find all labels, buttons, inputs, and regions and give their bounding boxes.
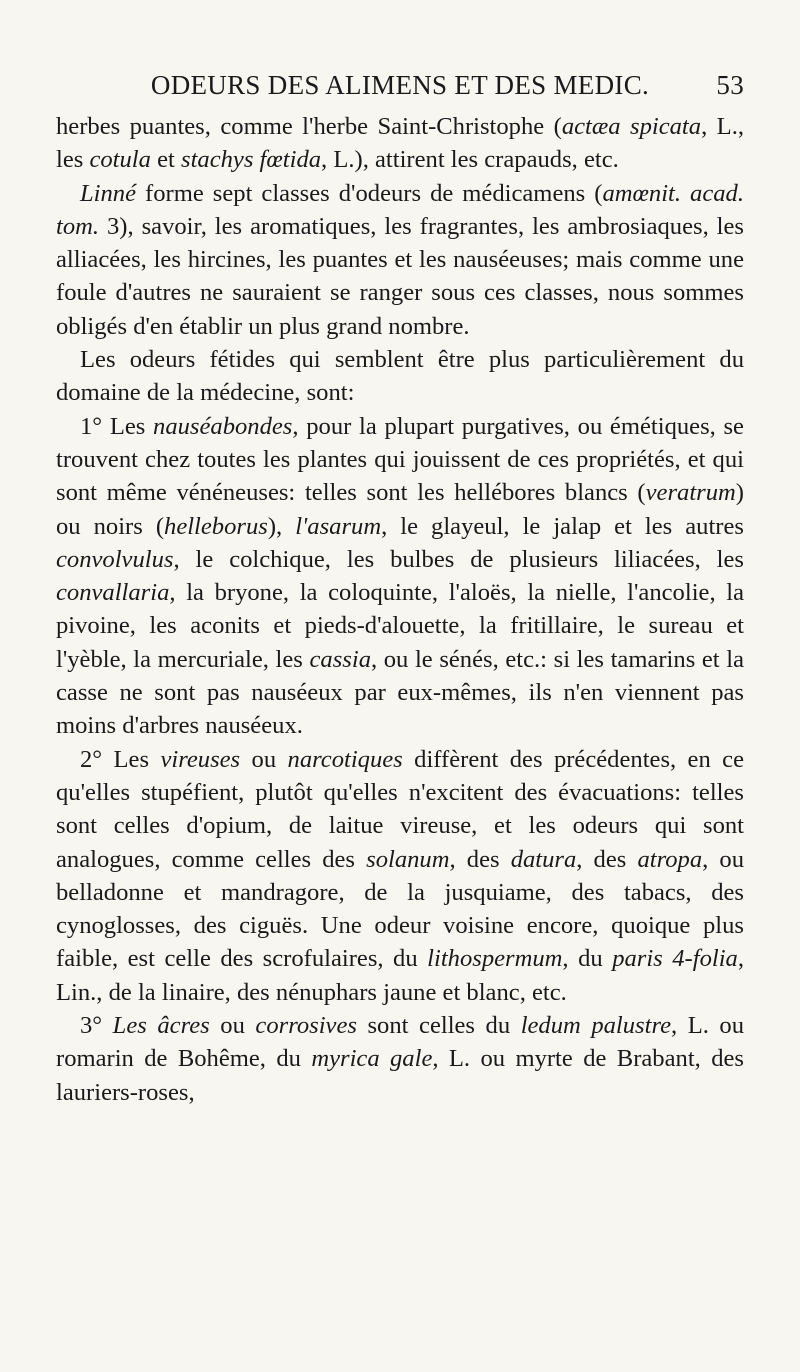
italic-text: stachys fœtida — [181, 146, 322, 174]
italic-text: cotula — [89, 146, 151, 174]
text-run: , le glayeul, le jalap et les autres — [381, 512, 744, 540]
italic-text: corrosives — [255, 1012, 357, 1040]
paragraph — [56, 177, 744, 343]
italic-text: myrica gale — [311, 1045, 433, 1073]
text-run: , ou belladonne et mandragore, de la jusquiame, des tabacs, des cynoglosses, des ciguës. Une odeur voisine encore, quoique plus faible, est celle des scrofulaires, du — [56, 845, 745, 973]
italic-text: convallaria — [56, 579, 170, 607]
paragraph — [56, 1009, 744, 1109]
text-run: , Lin., de la linaire, des nénuphars jaune et blanc, etc. — [56, 945, 744, 1006]
paragraph — [56, 110, 744, 177]
text-run: ) ou noirs ( — [56, 479, 744, 540]
page-number: 53 — [716, 70, 744, 100]
text-run: , du — [562, 945, 613, 973]
text-run: 3° — [80, 1012, 113, 1040]
running-head — [56, 70, 744, 110]
body-text — [56, 110, 744, 1109]
italic-text: ledum palustre — [520, 1012, 672, 1040]
text-run: , L. ou myrte de Brabant, des lauriers-roses, — [56, 1045, 744, 1106]
text-run: , ou le sénés, etc.: si les tamarins et la casse ne sont pas nauséeux par eux-mêmes, ils n'en viennent pas moins d'arbres nauséeux. — [56, 645, 744, 740]
italic-text: l'asarum — [295, 512, 382, 540]
italic-text: atropa — [637, 845, 703, 873]
text-run: 1° Les — [80, 412, 154, 440]
text-run: sont celles du — [356, 1012, 521, 1040]
italic-text: convolvulus — [56, 545, 174, 573]
paragraph — [56, 410, 744, 743]
italic-text: helleborus — [164, 512, 268, 540]
text-run: , L.), attirent les crapauds, etc. — [321, 146, 619, 174]
text-run: , L. ou romarin de Bohême, du — [56, 1012, 745, 1073]
text-run: 3), savoir, les aromatiques, les fragrantes, les ambrosiaques, les alliacées, les hircines, les puantes et les nauséeuses; mais comme une foule d'autres ne sauraient se ranger sous ces classes, nous sommes obligés d'en établir un plus grand nombre. — [56, 212, 744, 340]
text-run: Les odeurs fétides qui semblent être plus particulièrement du domaine de la médecine, sont: — [56, 346, 744, 407]
text-run: diffèrent des précédentes, en ce qu'elles stupéfient, plutôt qu'elles n'excitent des évacuations: telles sont celles d'opium, de laitue vireuse, et les odeurs qui sont analogues, comme celles des — [56, 745, 744, 873]
italic-text: actæa spicata — [561, 113, 702, 140]
text-run: ou — [209, 1012, 256, 1040]
italic-text: narcotiques — [287, 745, 403, 773]
italic-text: amœnit. acad. tom. — [56, 179, 744, 240]
text-run: , L., les — [56, 113, 744, 174]
text-run: 2° Les — [80, 745, 161, 773]
text-run: , le colchique, les bulbes de plusieurs liliacées, les — [173, 545, 744, 573]
italic-text: veratrum — [645, 479, 736, 507]
text-run: ), — [267, 512, 296, 540]
italic-text: paris 4-folia — [612, 945, 738, 973]
text-run: et — [150, 146, 181, 174]
book-page — [56, 70, 744, 1109]
text-run: ou — [240, 745, 288, 773]
italic-text: vireuses — [160, 745, 241, 773]
paragraph — [56, 743, 744, 1009]
text-run: , des — [576, 845, 638, 873]
text-run: , la bryone, la coloquinte, l'aloës, la nielle, l'ancolie, la pivoine, les aconits et pieds-d'alouette, la fritillaire, le sureau et l'yèble, la mercuriale, les — [56, 579, 744, 673]
text-run: forme sept classes d'odeurs de médicamens ( — [136, 179, 603, 207]
paragraph — [56, 343, 744, 410]
text-run: , des — [449, 845, 511, 873]
italic-text: nauséabondes — [153, 412, 293, 440]
italic-text: cassia — [309, 645, 371, 673]
text-run: , pour la plupart purgatives, ou émétiques, se trouvent chez toutes les plantes qui jouissent de ces propriétés, et qui sont même vénéneuses: telles sont les hellébores blancs ( — [56, 412, 744, 507]
italic-text: Les âcres — [112, 1012, 210, 1040]
page-title: ODEURS DES ALIMENS ET DES MEDIC. — [150, 70, 650, 100]
italic-text: lithospermum — [427, 945, 563, 973]
italic-text: solanum — [366, 845, 450, 873]
text-run: herbes puantes, comme l'herbe Saint-Christophe ( — [56, 113, 562, 140]
italic-text: Linné — [80, 179, 137, 207]
italic-text: datura — [510, 845, 577, 873]
